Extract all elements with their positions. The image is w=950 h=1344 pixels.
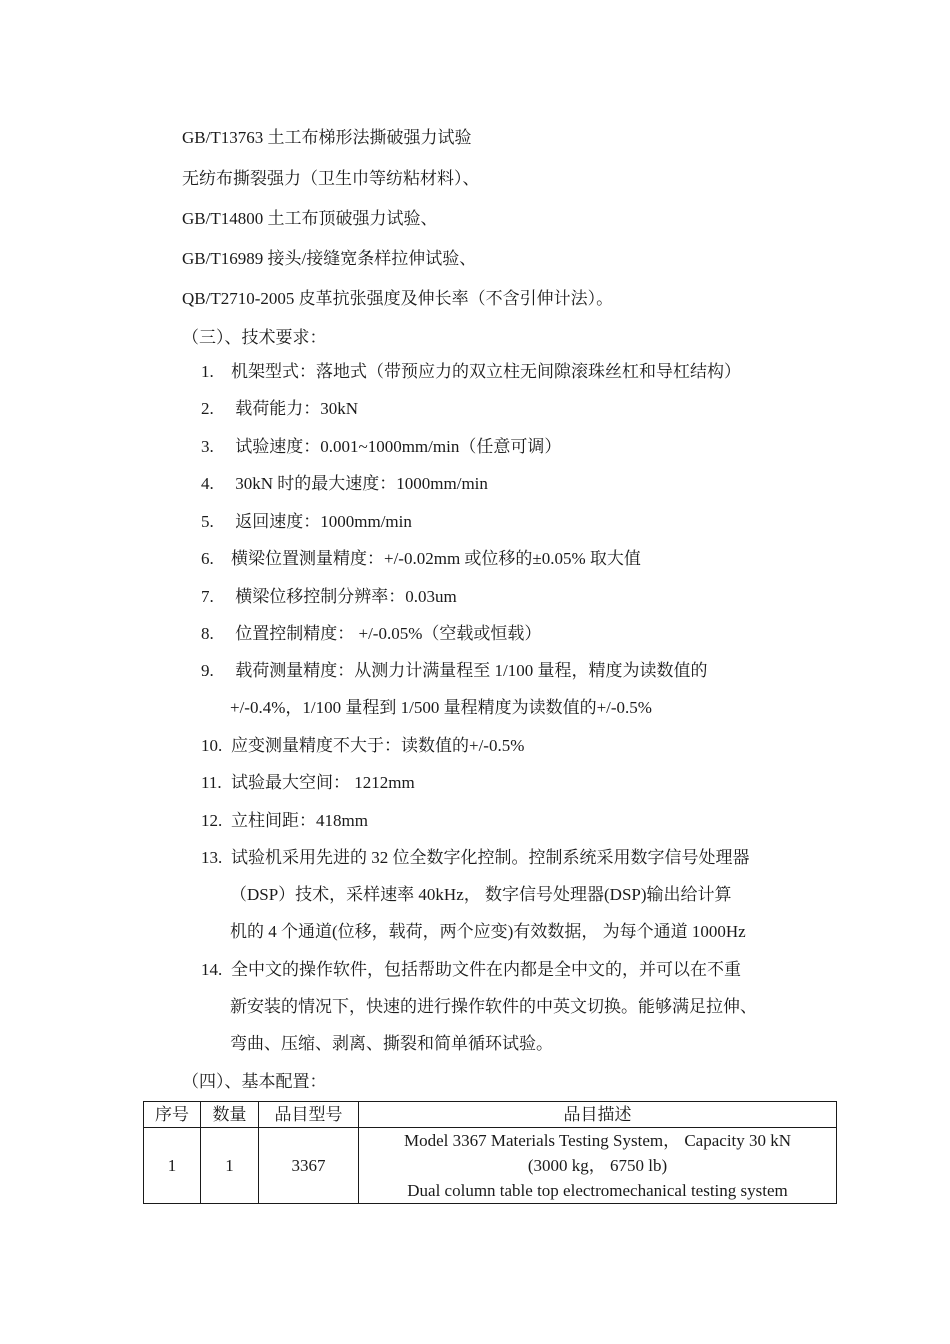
tech-item	[201, 959, 741, 981]
tech-item	[201, 548, 641, 570]
tech-item	[201, 361, 741, 383]
tech-requirements-heading: （三）、技术要求：	[182, 328, 327, 347]
config-heading: （四）、基本配置：	[182, 1072, 327, 1091]
tech-item	[201, 623, 541, 645]
tech-item	[201, 473, 488, 495]
cell-model: 3367	[259, 1128, 359, 1204]
item-number: 13.	[201, 848, 223, 867]
column-header-desc: 品目描述	[359, 1102, 837, 1128]
item-number: 12.	[201, 811, 223, 830]
desc-line: (3000 kg， 6750 lb)	[527, 1156, 668, 1175]
item-number: 1.	[201, 362, 214, 381]
table-row	[144, 1128, 837, 1204]
item-text: 试验机采用先进的 32 位全数字化控制。控制系统采用数字信号处理器	[231, 848, 750, 867]
tech-item-continuation: 新安装的情况下，快速的进行操作软件的中英文切换。能够满足拉伸、	[230, 997, 757, 1016]
item-text: 试验速度：0.001~1000mm/min（任意可调）	[231, 437, 562, 456]
item-text: 试验最大空间： 1212mm	[231, 773, 415, 792]
column-header-seq: 序号	[144, 1102, 201, 1128]
item-number: 2.	[201, 399, 214, 418]
desc-line: Dual column table top electromechanical testing system	[407, 1181, 788, 1200]
tech-item	[201, 810, 368, 832]
column-header-qty: 数量	[201, 1102, 259, 1128]
table-header-row	[144, 1102, 837, 1128]
item-text: 横梁位置测量精度：+/-0.02mm 或位移的±0.05% 取大值	[231, 549, 641, 568]
tech-item	[201, 511, 412, 533]
tech-item	[201, 735, 524, 757]
standard-line: GB/T14800 土工布顶破强力试验、	[182, 209, 438, 228]
tech-item	[201, 586, 457, 608]
config-table	[143, 1101, 837, 1204]
item-number: 9.	[201, 661, 214, 680]
item-text: 载荷测量精度：从测力计满量程至 1/100 量程，精度为读数值的	[231, 661, 708, 680]
tech-item-continuation: （DSP）技术，采样速率 40kHz， 数字信号处理器(DSP)输出给计算	[230, 885, 732, 904]
item-number: 14.	[201, 960, 223, 979]
item-number: 3.	[201, 437, 214, 456]
tech-item	[201, 772, 415, 794]
standard-line: GB/T13763 土工布梯形法撕破强力试验	[182, 128, 472, 147]
item-number: 5.	[201, 512, 214, 531]
standard-line: GB/T16989 接头/接缝宽条样拉伸试验、	[182, 249, 477, 268]
item-text: 位置控制精度： +/-0.05%（空载或恒载）	[231, 624, 542, 643]
standard-line: QB/T2710-2005 皮革抗张强度及伸长率（不含引伸计法）。	[182, 289, 614, 308]
cell-desc	[359, 1128, 837, 1204]
tech-item-continuation: 弯曲、压缩、剥离、撕裂和简单循环试验。	[230, 1034, 553, 1053]
item-number: 11.	[201, 773, 222, 792]
item-text: 应变测量精度不大于：读数值的+/-0.5%	[231, 736, 525, 755]
column-header-model: 品目型号	[259, 1102, 359, 1128]
item-text: 横梁位移控制分辨率：0.03um	[231, 587, 457, 606]
item-text: 返回速度：1000mm/min	[231, 512, 412, 531]
item-number: 10.	[201, 736, 223, 755]
item-text: 机架型式：落地式（带预应力的双立柱无间隙滚珠丝杠和导杠结构）	[231, 362, 741, 381]
cell-seq: 1	[144, 1128, 201, 1204]
item-number: 7.	[201, 587, 214, 606]
item-number: 6.	[201, 549, 214, 568]
item-text: 立柱间距：418mm	[231, 811, 368, 830]
item-number: 4.	[201, 474, 214, 493]
tech-item	[201, 847, 750, 869]
cell-qty: 1	[201, 1128, 259, 1204]
item-text: 全中文的操作软件，包括帮助文件在内都是全中文的，并可以在不重	[231, 960, 741, 979]
tech-item	[201, 398, 358, 420]
tech-item-continuation: +/-0.4%，1/100 量程到 1/500 量程精度为读数值的+/-0.5%	[230, 698, 652, 717]
item-number: 8.	[201, 624, 214, 643]
tech-item	[201, 436, 561, 458]
tech-item-continuation: 机的 4 个通道(位移，载荷，两个应变)有效数据， 为每个通道 1000Hz	[230, 922, 746, 941]
item-text: 载荷能力：30kN	[231, 399, 359, 418]
desc-line: Model 3367 Materials Testing System， Capacity 30 kN	[403, 1131, 792, 1150]
item-text: 30kN 时的最大速度：1000mm/min	[231, 474, 488, 493]
standard-line: 无纺布撕裂强力（卫生巾等纺粘材料）、	[182, 169, 480, 188]
tech-item	[201, 660, 707, 682]
